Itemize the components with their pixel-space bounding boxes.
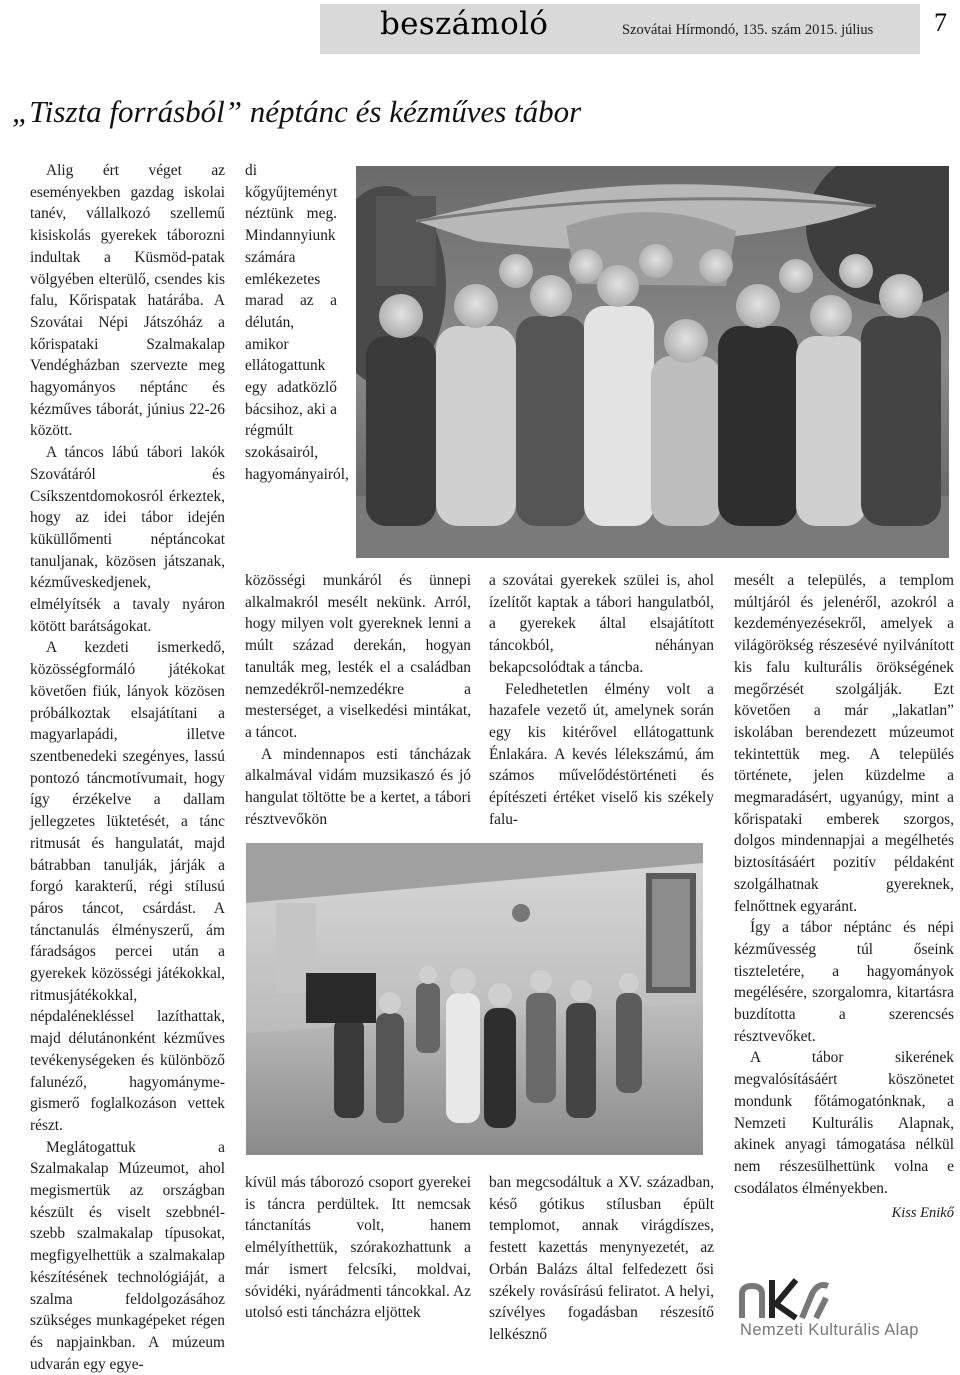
paragraph: Meglátogattuk a Szalmakalap Múzeumot, ahol megismertük az országban készült és viselt szebbnél-szebb szalmakalap típusokat, megfigyelhettük a szalmakalap készítésének technológiáját, a szalma feldolgozásához szükséges munkagépeket régen és napjainkban. A múzeum udvarán egy egye- (30, 1138, 225, 1373)
paragraph: Feledhetetlen élmény volt a hazafele vezető út, amelynek során egy kis kitérővel ellátogattunk Énlakára. A kevés lélekszámú, ám számos művelődéstörténeti és építészeti értéket viselő kis székely falu- (489, 680, 714, 828)
paragraph: közösségi munkáról és ünnepi alkalmakról mesélt nekünk. Arról, hogy milyen volt gyereknek lenni a múlt század derekán, hogyan tanulták meg, lesték el a családban nemzedékről-nemzedékre a mesterséget, a viselkedési mintákat, a táncot. (245, 572, 471, 741)
page-number: 7 (934, 8, 947, 37)
publication-info: Szovátai Hírmondó, 135. szám 2015. július (622, 22, 874, 38)
column-1 (30, 160, 225, 1375)
paragraph: kívül más táborozó csoport gyerekei is táncra perdültek. Itt nemcsak tánctanítás volt, hanem elmélyíthettük, szórakozhattunk a már ismert felcsíki, moldvai, sóvidéki, nyárádmenti táncokkal. Az utolsó esti táncházra eljöttek (245, 1174, 471, 1322)
dance-hall-photo (246, 843, 703, 1155)
paragraph: A mindennapos esti táncházak alkalmával vidám muzsikaszó és jó hangulat töltötte be a kertet, a tábori résztvevőkön (245, 745, 471, 828)
column-2-continued (245, 570, 471, 830)
article-title: „Tiszta forrásból” néptánc és kézműves tábor (12, 94, 582, 129)
page-header (0, 0, 960, 60)
author-signature: Kiss Enikő (891, 1205, 954, 1222)
nka-logo-text: Nemzeti Kulturális Alap (740, 1321, 919, 1339)
paragraph: A táncos lábú tábori lakók Szovátáról és Csíkszentdomokosról érkeztek, hogy az idei tábor idején küküllőmenti néptáncokat tanuljanak, közösen játszanak, kézműveskedjenek, elmélyítsék a tavaly nyáron kötött barátságokat. (30, 444, 225, 635)
paragraph: A tábor sikerének megvalósításáért köszönetet mondunk főtámogatónknak, a Nemzeti Kulturális Alapnak, akinek anyagi támogatása nélkül nem részesülhettünk volna e csodálatos élményekben. (734, 1049, 954, 1197)
nka-logo-mark (738, 1278, 950, 1322)
paragraph: Alig ért véget az eseményekben gazdag iskolai tanév, vállalkozó szellemű kisiskolás gyerekek táborozni indultak a Küsmöd-patak völgyében elterülő, csendes kis falu, Kőrispatak határába. A Szovátai Népi Játszóház a kőrispataki Szalmakalap Vendégházban szervezte meg hagyományos néptánc és kézműves táborát, június 22-26 között. (30, 162, 225, 440)
section-label: beszámoló (380, 6, 549, 42)
paragraph: mesélt a település, a templom múltjáról és jelenéről, azokról a kezdeményezésekről, amelyek a világörökség részesévé nyilvánított kis falu kulturális örökségének megőrzését szolgálják. Ezt követően a már „lakatlan” iskolában berendezett múzeumot tekintettük meg. A település története, jelen küzdelme a megmaradásért, ugyanúgy, mint a kőrispataki emberek szorgos, dolgos mindennapjai a megélhetés biztosításáért pozitív példaként szolgálhatnak gyereknek, felnőttnek egyaránt. (734, 572, 954, 915)
paragraph: ban megcsodáltuk a XV. században, késő gótikus stílusban épült templomot, annak virágdíszes, festett kazettás menynyezetét, az Orbán Balázs által felfedezett ősi székely rovásírású feliratot. A helyi, szívélyes fogadásban részesítő lelkésznő (489, 1174, 714, 1343)
column-4 (734, 570, 954, 1225)
column-3-bottom (489, 1172, 714, 1346)
column-2-bottom (245, 1172, 471, 1324)
column-3 (489, 570, 714, 830)
column-2-narrow (245, 160, 349, 486)
paragraph: di kőgyűjteményt néztünk meg. Mindannyiunk számára emlékezetes marad az a délután, amikor ellátogattunk egy adatközlő bácsihoz, aki a régmúlt szokásairól, hagyományairól, (245, 162, 349, 483)
group-photo (356, 166, 949, 558)
paragraph: Így a tábor néptánc és népi kézművesség túl őseink tiszteletére, a hagyományok megélésére, szorgalomra, kitartásra buzdította a szerencsés résztvevőket. (734, 919, 954, 1045)
paragraph: a szovátai gyerekek szülei is, ahol ízelítőt kaptak a tábori hangulatból, a gyerekek által elsajátított táncokból, néhányan bekapcsolódtak a táncba. (489, 572, 714, 676)
paragraph: A kezdeti ismerkedő, közösségformáló játékokat követően fiúk, lányok közösen próbálkoztak elsajátítani a magyarlapádi, illetve szentbenedeki szegényes, lassú pontozó táncmotívumait, hogy így érzékelve a dallam jellegzetes lüktetését, a tánc ritmusát és hangulatát, majd bátrabban tanulják, járják a forgó karakterű, régi stílusú páros táncot, csárdást. A tánctanulás élményszerű, ám fáradságos percei után a gyerekek közösségi játékokkal, ritmusjátékokkal, népdalénekléssel lazíthattak, majd délutánonként kézműves tevékenységeken és különböző falunéző, hagyománymegismerő foglalkozáson vettek részt. (30, 639, 225, 1134)
